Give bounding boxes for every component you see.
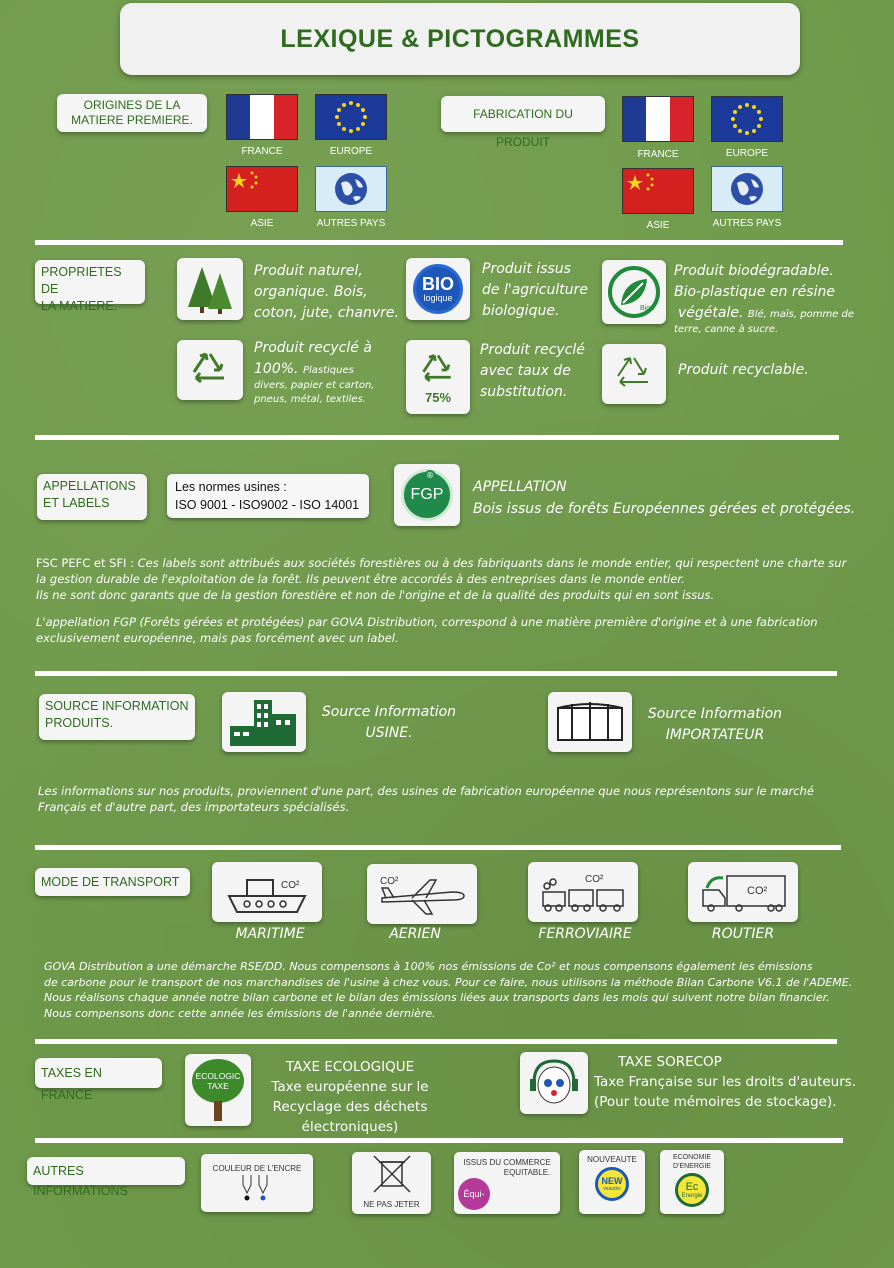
transport-para-line2: de carbone pour le transport de nos marchandises de l'usine à chez vous. Pour ce faire, nous utilisons la méthode Bilan Carbone V6.1 de l'ADEME. [44, 975, 853, 989]
crossed-bin-icon [352, 1152, 431, 1196]
fair-trade-caption-1: ISSUS DU COMMERCE [463, 1158, 551, 1167]
ecologic-tax-card [185, 1054, 251, 1126]
fabrication-label: FABRICATION DU PRODUIT [441, 96, 605, 132]
new-logo-subtext: veautés [603, 1185, 621, 1192]
train-co2-text: CO² [585, 874, 604, 885]
transport-caption-routier: ROUTIER [711, 926, 775, 942]
fgp-logo-icon [401, 469, 453, 521]
fgp-para-line2: exclusivement européenne, mais pas forcément avec un label. [36, 631, 399, 645]
properties-label [35, 260, 145, 313]
china-flag-icon [226, 166, 298, 212]
fair-trade-card [454, 1152, 560, 1214]
fair-trade-caption [454, 1158, 560, 1178]
transport-plane-card [367, 864, 477, 924]
source-paragraph [38, 783, 868, 815]
new-logo-icon [595, 1167, 629, 1201]
truck-icon [693, 866, 793, 918]
others-label: AUTRES INFORMATIONS [27, 1157, 185, 1185]
biodegradable-desc [674, 261, 864, 337]
flag-caption-asia: ASIE [250, 218, 274, 229]
natural-line3: coton, jute, chanvre. [254, 305, 399, 321]
importer-card [548, 692, 632, 752]
energy-caption-1: ECONOMIE [672, 1154, 712, 1161]
flag-france-origins [226, 94, 298, 140]
bio-logo-text: BIO [421, 274, 454, 294]
fair-trade-logo-text: Équi- [463, 1189, 485, 1199]
ink-color-caption: COULEUR DE L'ENCRE [212, 1164, 302, 1173]
biodeg-line3-wrap [674, 303, 864, 323]
energy-logo-subtext: Energie [681, 1192, 703, 1199]
energy-saving-caption [660, 1153, 724, 1171]
fgp-desc-line: Bois issus de forêts Européennes gérées et protégées. [473, 501, 856, 517]
importer-source-line2: IMPORTATEUR [665, 727, 765, 743]
biodeg-line1: Produit biodégradable. [674, 263, 834, 279]
ink-color-card [201, 1154, 313, 1212]
sorecop-line1: Taxe Française sur les droits d'auteurs. [594, 1074, 857, 1090]
transport-truck-card [688, 862, 798, 922]
europe-flag-icon [711, 96, 783, 142]
china-flag-icon [622, 168, 694, 214]
ecologic-logo-text1: ECOLOGIC [195, 1071, 241, 1081]
transport-paragraph [44, 959, 864, 1021]
factory-source-line2: USINE. [365, 725, 413, 741]
bio-line2: de l'agriculture [482, 282, 588, 298]
taxes-label: TAXES EN FRANCE [35, 1058, 162, 1088]
sorecop-tax-desc [594, 1052, 864, 1112]
flag-caption-other: AUTRES PAYS [712, 218, 782, 229]
flag-asia-fab [622, 168, 694, 214]
factory-source-line1: Source Information [321, 704, 457, 720]
transport-caption-aerien: AERIEN [389, 926, 441, 942]
recycled100-line4-small: pneus, métal, textiles. [254, 394, 366, 405]
divider [35, 240, 843, 245]
recycled100-line2-wrap [254, 359, 404, 379]
biodeg-line3: végétale. [678, 305, 744, 321]
biodeg-line3-small: Blé, maïs, pomme de [747, 309, 855, 320]
ecologic-logo-text2: TAXE [207, 1081, 229, 1091]
source-label [39, 694, 195, 740]
appellations-label-line2: ET LABELS [43, 496, 110, 510]
sorecop-title: TAXE SORECOP [618, 1054, 722, 1070]
transport-ship-card [212, 862, 322, 922]
sorecop-line2: (Pour toute mémoires de stockage). [594, 1094, 837, 1110]
flag-france-fab [622, 96, 694, 142]
natural-line1: Produit naturel, [254, 263, 363, 279]
factory-icon [226, 696, 302, 748]
natural-product-desc [254, 261, 404, 324]
page-title: LEXIQUE & PICTOGRAMMES [280, 24, 640, 53]
ship-icon [219, 866, 315, 918]
natural-product-card [177, 258, 243, 320]
truck-co2-text: CO² [747, 885, 768, 897]
transport-para-line1: GOVA Distribution a une démarche RSE/DD. Nous compensons à 100% nos émissions de Co² et nous compensons également les émissions [44, 960, 813, 973]
divider [35, 435, 839, 440]
importer-source-desc [640, 704, 790, 746]
transport-para-line3: Nous réalisons chaque année notre bilan carbone et le bilan des émissions liées aux transports dans les mois qui suivent notre bilan financier. [44, 991, 830, 1004]
europe-flag-icon [315, 94, 387, 140]
ecologic-canopy [192, 1059, 244, 1103]
origins-label: ORIGINES DE LA MATIERE PREMIERE. [57, 94, 207, 132]
skull-headphones-icon [526, 1055, 582, 1111]
transport-train-card [528, 862, 638, 922]
bio-line1: Produit issus [482, 261, 571, 277]
energy-logo-icon [675, 1173, 709, 1207]
flag-asia-origins [226, 166, 298, 212]
energy-caption-2: D'ENERGIE [673, 1163, 711, 1170]
biodegradable-logo-icon [608, 266, 660, 318]
recycled100-line2: 100%. [254, 361, 299, 377]
labels-paragraph [36, 555, 866, 603]
new-logo-text: NEW [601, 1175, 623, 1186]
transport-caption-maritime: MARITIME [235, 926, 305, 942]
trunk-icon [552, 698, 628, 746]
biodeg-line4-small: terre, canne à sucre. [674, 324, 779, 335]
appellations-label-line1: APPELLATIONS [43, 479, 136, 493]
energy-logo-text: Ec [685, 1180, 699, 1193]
train-icon [533, 866, 633, 918]
trees-icon [182, 263, 238, 315]
biodegradable-card [602, 260, 666, 324]
bio-product-card [406, 258, 470, 320]
globe-icon [315, 166, 387, 212]
plane-icon [372, 868, 472, 920]
recyclable-icon [610, 352, 658, 396]
do-not-discard-caption: NE PAS JETER [363, 1200, 420, 1209]
new-product-card [579, 1150, 645, 1214]
ecologic-line3: électroniques) [301, 1119, 399, 1135]
divider [35, 671, 837, 676]
flag-caption-france: FRANCE [241, 146, 283, 157]
fgp-reg-mark: ® [426, 471, 434, 480]
ecologic-line2: Recyclage des déchets [272, 1099, 428, 1115]
divider [35, 1138, 843, 1143]
factory-source-desc [314, 702, 464, 744]
ship-co2-text: CO² [281, 880, 300, 891]
recycled75-desc [480, 340, 600, 403]
recycled75-line2: avec taux de [480, 363, 571, 379]
divider [35, 845, 841, 850]
labels-para-lead: FSC PEFC et SFI : [36, 556, 138, 570]
labels-para-line2: la gestion durable de l'exploitation de la forêt. Ils peuvent être accordés à des entreprises dans le monde entier. [36, 572, 685, 586]
ecologic-line1: Taxe européenne sur le [271, 1079, 429, 1095]
france-flag-icon [622, 96, 694, 142]
norms-list: ISO 9001 - ISO9002 - ISO 14001 [175, 498, 360, 512]
recycled75-line3: substitution. [480, 384, 568, 400]
globe-icon [711, 166, 783, 212]
bio-product-desc [482, 259, 602, 322]
recyclable-card [602, 344, 666, 404]
page-title-banner [120, 3, 800, 75]
properties-label-line1: PROPRIETES DE [41, 265, 122, 296]
ecologic-tree-icon [190, 1059, 246, 1121]
factory-card [222, 692, 306, 752]
fair-trade-caption-2: EQUITABLE. [503, 1168, 551, 1177]
appellations-label [37, 474, 147, 520]
flag-caption-europe: EUROPE [329, 146, 373, 157]
recycled100-line2-small: Plastiques [302, 365, 354, 376]
transport-caption-ferroviaire: FERROVIAIRE [538, 926, 632, 942]
source-para-line2: Français et d'autre part, des importateurs spécialisés. [38, 800, 350, 814]
flag-other-origins [315, 166, 387, 212]
ecologic-trunk [214, 1101, 222, 1121]
recycled75-badge: 75% [424, 389, 452, 405]
recycled75-line1: Produit recyclé [480, 342, 585, 358]
recycled100-line3-small: divers, papier et carton, [254, 380, 375, 391]
new-product-caption: NOUVEAUTE [587, 1155, 637, 1164]
transport-label: MODE DE TRANSPORT [35, 868, 190, 896]
flag-other-fab [711, 166, 783, 212]
biodegradable-logo-text: Biod [639, 305, 654, 312]
recycled100-desc [254, 338, 404, 407]
source-label-line2: PRODUITS. [45, 716, 114, 730]
natural-line2: organique. Bois, [254, 284, 368, 300]
flag-europe-fab [711, 96, 783, 142]
labels-para-line3: Ils ne sont donc garants que de la gestion forestière et non de l'origine et de la qualité des produits qui en sont issus. [36, 588, 715, 602]
energy-saving-card [660, 1150, 724, 1214]
recycled75-card [406, 340, 470, 414]
fgp-logo-text: FGP [410, 486, 444, 503]
importer-source-line1: Source Information [647, 706, 783, 722]
flag-europe-origins [315, 94, 387, 140]
transport-para-line4: Nous compensons donc cette année les émissions de l'année dernière. [44, 1006, 436, 1020]
fgp-para-line1: L'appellation FGP (Forêts gérées et protégées) par GOVA Distribution, correspond à une matière première d'origine et à une fabrication [36, 615, 818, 629]
divider [35, 1039, 837, 1044]
fgp-desc [473, 476, 863, 520]
labels-para-line1-wrap [36, 555, 866, 571]
pens-icon [201, 1173, 313, 1203]
fgp-paragraph [36, 614, 866, 646]
recycled100-line1: Produit recyclé à [254, 340, 372, 356]
bio-logo-icon [413, 264, 463, 314]
flag-caption-other: AUTRES PAYS [316, 218, 386, 229]
norms-title: Les normes usines : [175, 480, 287, 494]
recycled100-card [177, 340, 243, 400]
ecologic-title: TAXE ECOLOGIQUE [285, 1059, 415, 1075]
france-flag-icon [226, 94, 298, 140]
source-label-line1: SOURCE INFORMATION [45, 699, 189, 713]
flag-caption-asia: ASIE [646, 220, 670, 231]
source-para-line1: Les informations sur nos produits, proviennent d'une part, des usines de fabrication européenne que nous représentons sur le marché [38, 784, 814, 798]
fair-trade-logo-icon [458, 1178, 490, 1210]
sorecop-tax-card [520, 1052, 588, 1114]
biodeg-line2: Bio-plastique en résine [674, 284, 835, 300]
bio-logo-subtext: logique [423, 293, 453, 303]
labels-para-line1: Ces labels sont attribués aux sociétés forestières ou à des fabriquants dans le monde entier, qui respectent une charte sur [137, 556, 847, 570]
plane-co2-text: CO² [380, 876, 399, 887]
fgp-card [394, 464, 460, 526]
ecologic-tax-desc [262, 1057, 438, 1137]
flag-caption-france: FRANCE [637, 149, 679, 160]
flag-caption-europe: EUROPE [725, 148, 769, 159]
fgp-title: APPELLATION [473, 479, 567, 495]
do-not-discard-card [352, 1152, 431, 1214]
recycle-icon [416, 350, 460, 390]
recyclable-desc: Produit recyclable. [678, 362, 809, 378]
properties-label-line2: LA MATIERE. [41, 299, 118, 313]
recycle-icon [186, 348, 234, 392]
bio-line3: biologique. [482, 303, 560, 319]
factory-norms-box [167, 474, 369, 518]
